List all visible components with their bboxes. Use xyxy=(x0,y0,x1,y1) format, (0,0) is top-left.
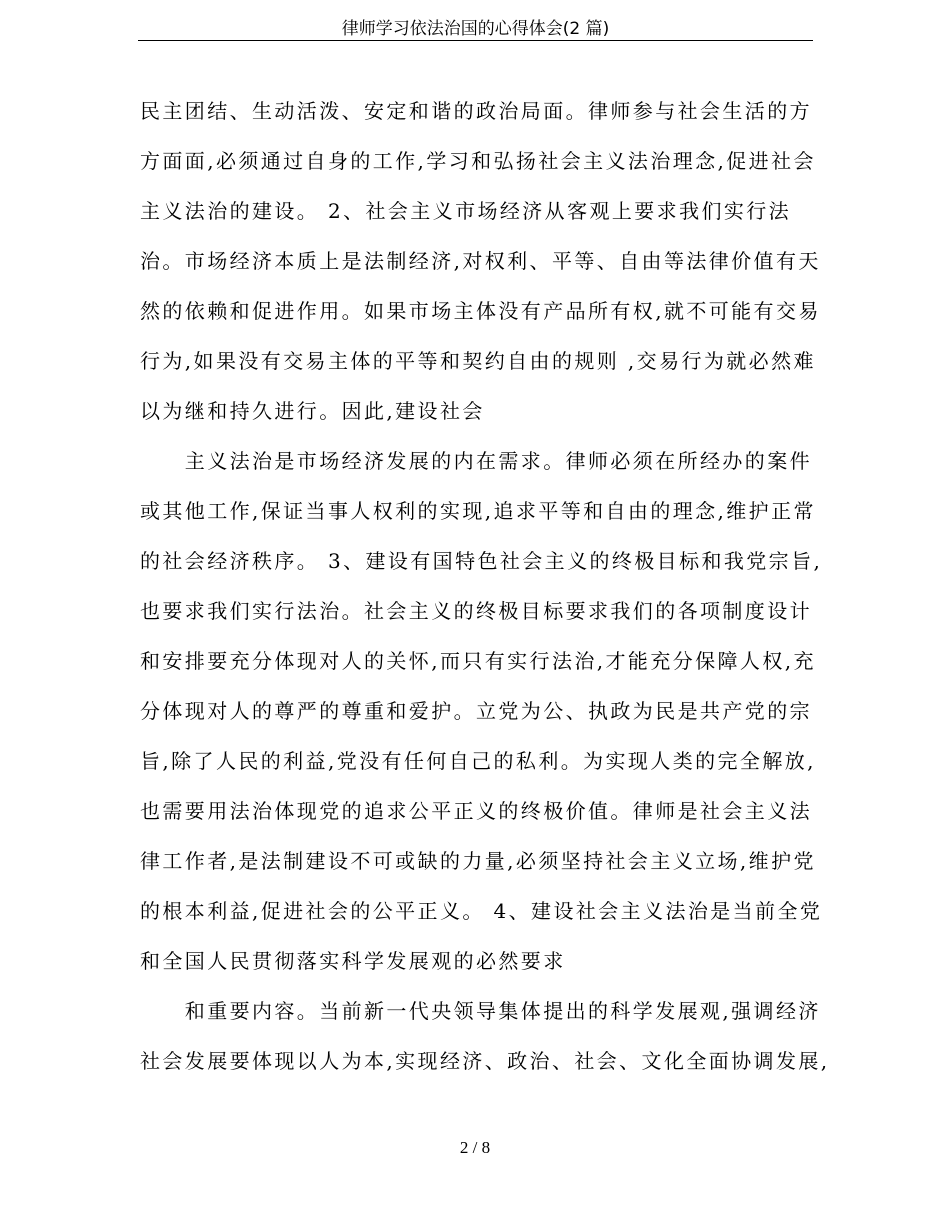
text-line: 行为,如果没有交易主体的平等和契约自由的规则 ,交易行为就必然难 xyxy=(140,349,816,373)
page-header-title: 律师学习依法治国的心得体会(2 篇) xyxy=(341,19,610,39)
text-line: 也要求我们实行法治。社会主义的终极目标要求我们的各项制度设计 xyxy=(140,599,812,623)
text-line: 然的依赖和促进作用。如果市场主体没有产品所有权,就不可能有交易 xyxy=(140,299,821,323)
text-line: 和安排要充分体现对人的关怀,而只有实行法治,才能充分保障人权,充 xyxy=(140,649,816,673)
text-line: 方面面,必须通过自身的工作,学习和弘扬社会主义法治理念,促进社会 xyxy=(140,149,816,173)
text-line: 主义法治的建设。 2、社会主义市场经济从客观上要求我们实行法 xyxy=(140,199,792,223)
header-divider xyxy=(138,40,813,41)
text-line: 律工作者,是法制建设不可或缺的力量,必须坚持社会主义立场,维护党 xyxy=(140,849,816,873)
document-body xyxy=(140,86,830,1086)
text-line: 旨,除了人民的利益,党没有任何自己的私利。为实现人类的完全解放, xyxy=(140,749,816,773)
text-line: 也需要用法治体现党的追求公平正义的终极价值。律师是社会主义法 xyxy=(140,799,812,823)
text-line: 社会发展要体现以人为本,实现经济、政治、社会、文化全面协调发展, xyxy=(140,1049,830,1073)
text-line: 治。市场经济本质上是法制经济,对权利、平等、自由等法律价值有天 xyxy=(140,249,821,273)
text-line: 分体现对人的尊严的尊重和爱护。立党为公、执政为民是共产党的宗 xyxy=(140,699,812,723)
text-line: 民主团结、生动活泼、安定和谐的政治局面。律师参与社会生活的方 xyxy=(140,99,812,123)
text-line: 或其他工作,保证当事人权利的实现,追求平等和自由的理念,维护正常 xyxy=(140,499,816,523)
text-line: 主义法治是市场经济发展的内在需求。律师必须在所经办的案件 xyxy=(140,449,812,473)
page-number: 2 / 8 xyxy=(459,1138,491,1157)
text-line: 和全国人民贯彻落实科学发展观的必然要求 xyxy=(140,949,566,973)
text-line: 的根本利益,促进社会的公平正义。 4、建设社会主义法治是当前全党 xyxy=(140,899,823,923)
text-line: 的社会经济秩序。 3、建设有国特色社会主义的终极目标和我党宗旨, xyxy=(140,549,823,573)
text-line: 以为继和持久进行。因此,建设社会 xyxy=(140,399,485,423)
text-line: 和重要内容。当前新一代央领导集体提出的科学发展观,强调经济 xyxy=(140,999,821,1023)
